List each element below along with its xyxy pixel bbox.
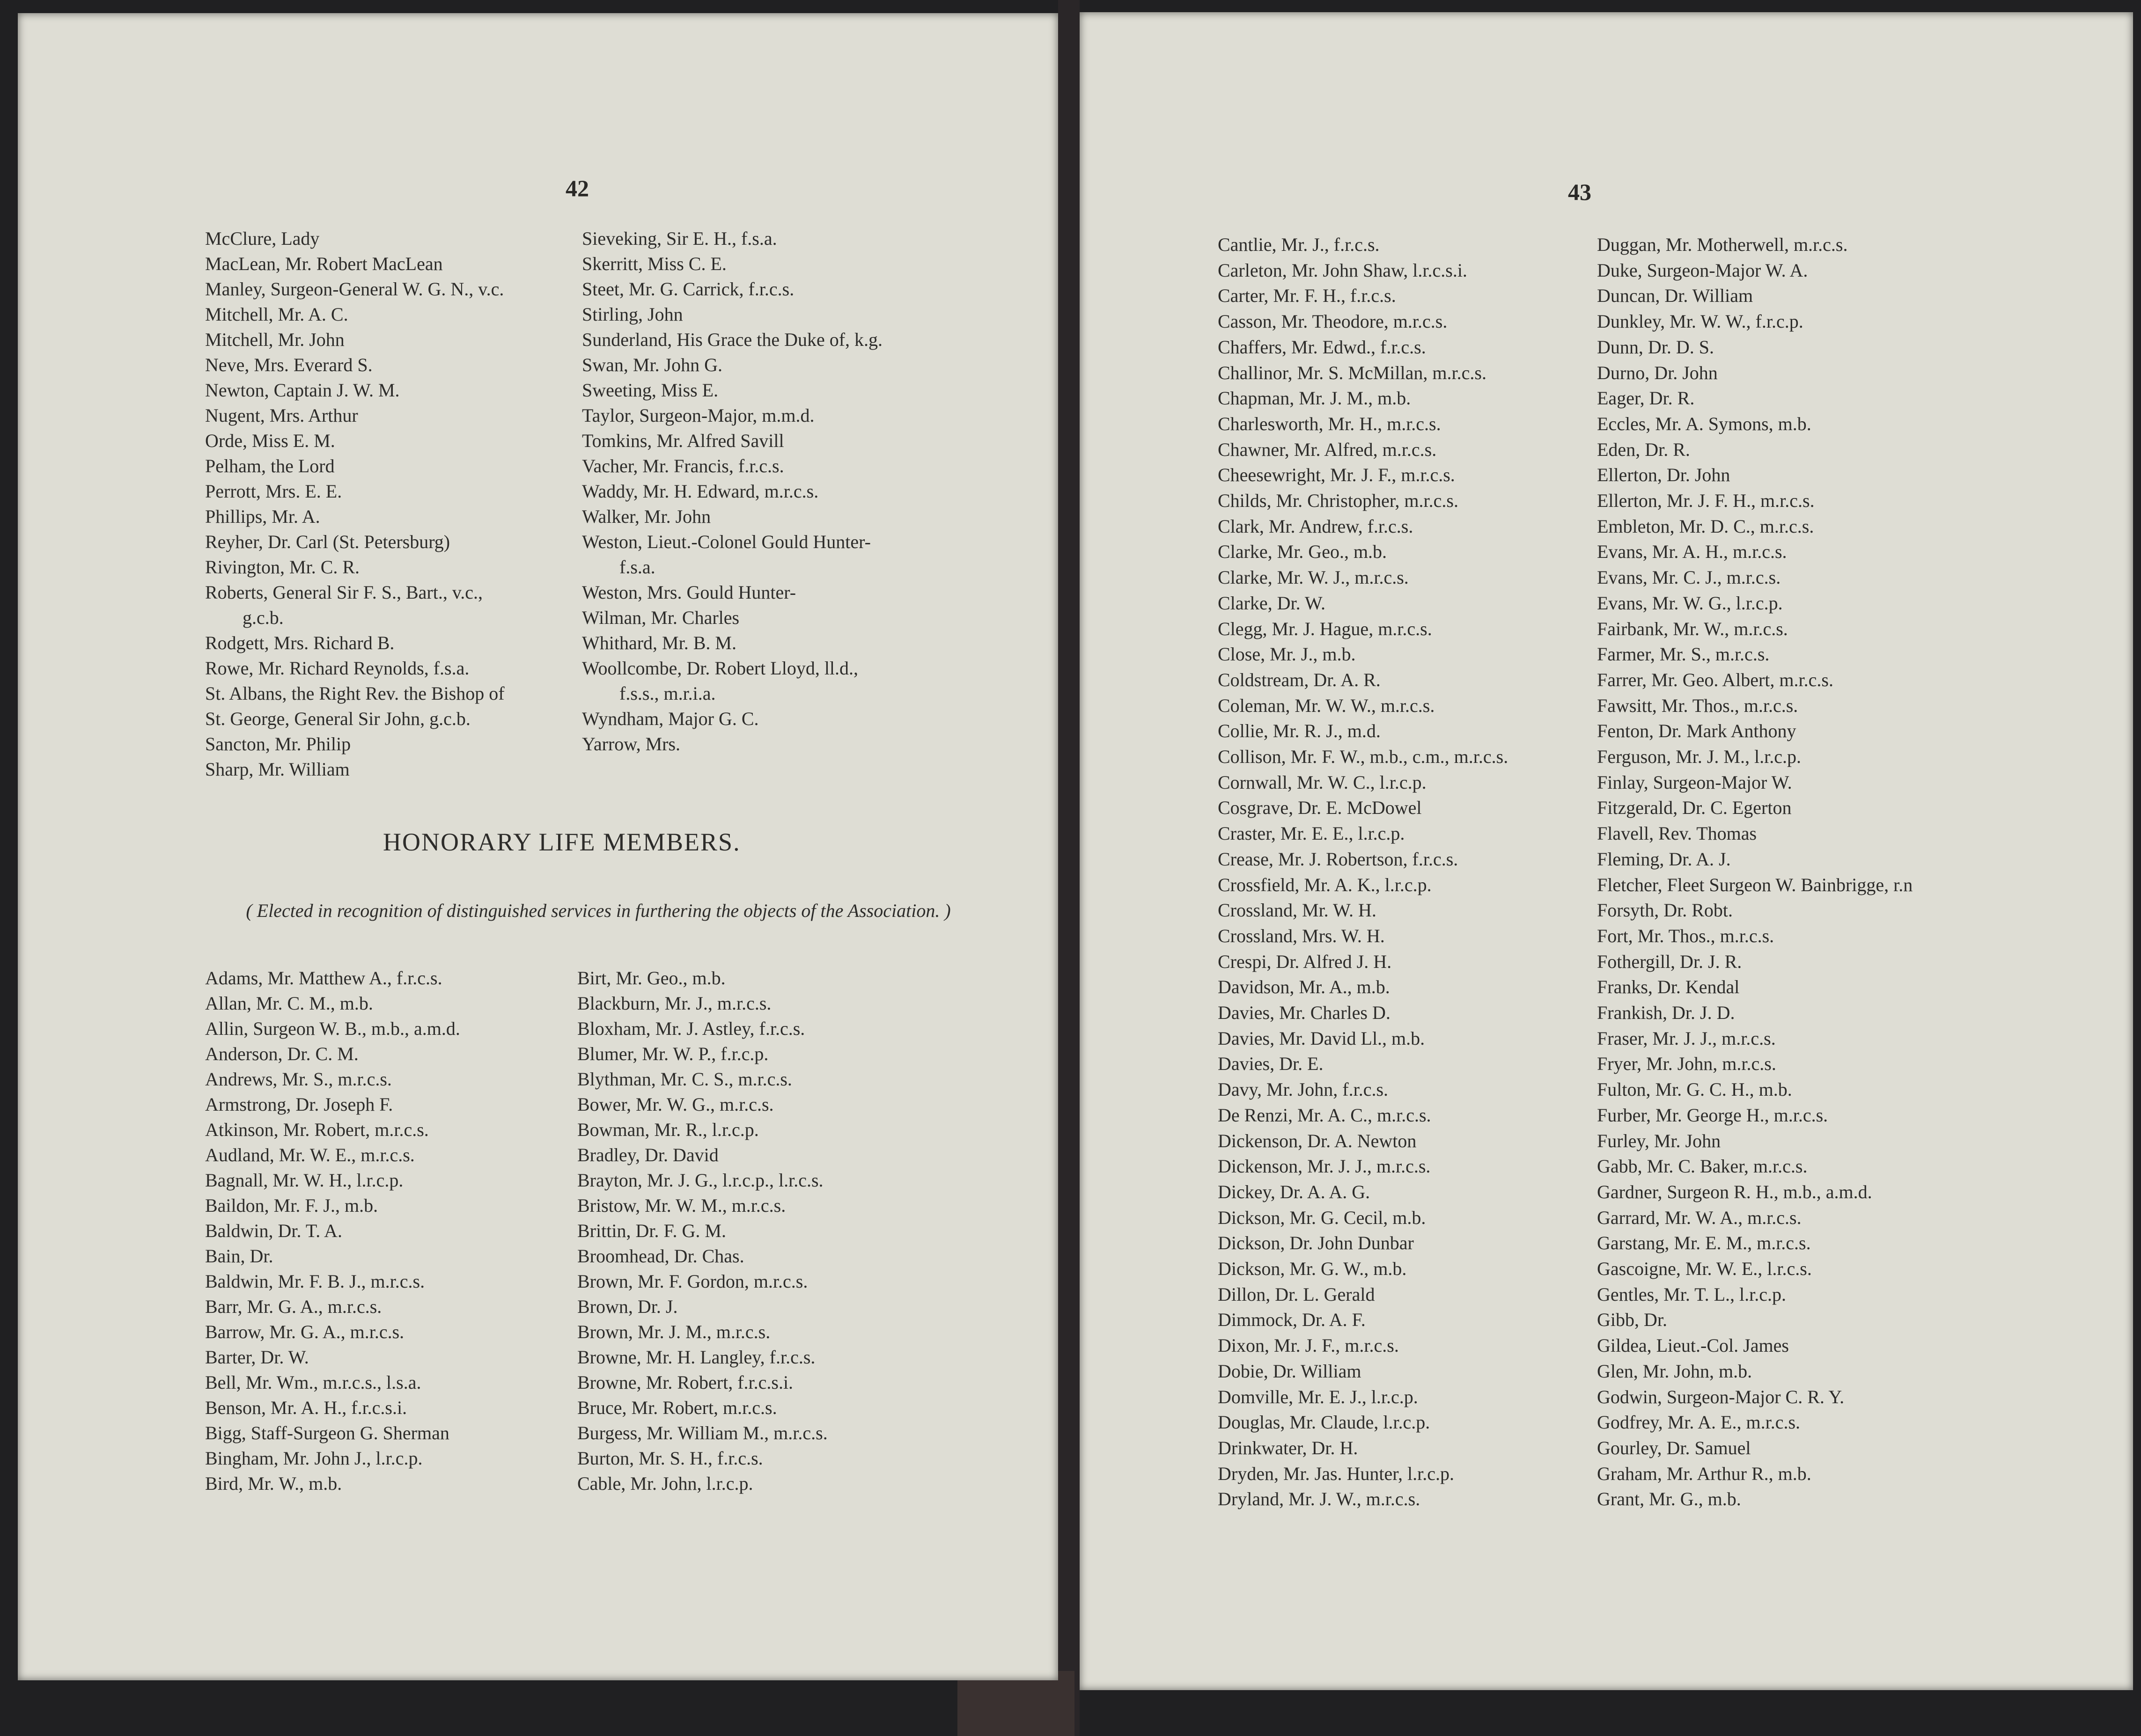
member-entry: Dunkley, Mr. W. W., f.r.c.p. bbox=[1597, 311, 1803, 332]
member-entry: Baildon, Mr. F. J., m.b. bbox=[205, 1195, 378, 1216]
member-entry: Dickson, Mr. G. Cecil, m.b. bbox=[1218, 1207, 1426, 1228]
member-entry: Waddy, Mr. H. Edward, m.r.c.s. bbox=[582, 481, 819, 502]
member-entry: Farrer, Mr. Geo. Albert, m.r.c.s. bbox=[1597, 669, 1833, 690]
member-entry: Manley, Surgeon-General W. G. N., v.c. bbox=[205, 278, 504, 300]
member-entry: Dixon, Mr. J. F., m.r.c.s. bbox=[1218, 1335, 1399, 1356]
member-entry: De Renzi, Mr. A. C., m.r.c.s. bbox=[1218, 1104, 1431, 1126]
member-entry: Cable, Mr. John, l.r.c.p. bbox=[577, 1473, 753, 1494]
member-entry: St. Albans, the Right Rev. the Bishop of bbox=[205, 683, 505, 704]
member-entry: Embleton, Mr. D. C., m.r.c.s. bbox=[1597, 515, 1814, 537]
member-entry: Barter, Dr. W. bbox=[205, 1347, 309, 1368]
member-entry: Drinkwater, Dr. H. bbox=[1218, 1437, 1358, 1458]
member-entry: Bowman, Mr. R., l.r.c.p. bbox=[577, 1119, 759, 1140]
member-entry: Frankish, Dr. J. D. bbox=[1597, 1002, 1735, 1023]
member-entry: Dimmock, Dr. A. F. bbox=[1218, 1309, 1366, 1331]
member-entry: Domville, Mr. E. J., l.r.c.p. bbox=[1218, 1386, 1418, 1407]
member-entry: Dickson, Dr. John Dunbar bbox=[1218, 1232, 1414, 1254]
member-entry: Sieveking, Sir E. H., f.s.a. bbox=[582, 228, 777, 249]
left-page bbox=[18, 13, 1058, 1680]
member-entry: Brown, Mr. F. Gordon, m.r.c.s. bbox=[577, 1271, 808, 1292]
member-entry: Taylor, Surgeon-Major, m.m.d. bbox=[582, 405, 815, 426]
member-entry: Chaffers, Mr. Edwd., f.r.c.s. bbox=[1218, 336, 1426, 358]
member-entry: Blythman, Mr. C. S., m.r.c.s. bbox=[577, 1069, 792, 1090]
member-entry: Phillips, Mr. A. bbox=[205, 506, 320, 527]
member-entry: Duke, Surgeon-Major W. A. bbox=[1597, 259, 1808, 281]
member-entry: Brown, Dr. J. bbox=[577, 1296, 678, 1317]
member-entry: Clarke, Dr. W. bbox=[1218, 592, 1325, 614]
member-entry: Broomhead, Dr. Chas. bbox=[577, 1245, 744, 1267]
member-entry: Browne, Mr. H. Langley, f.r.c.s. bbox=[577, 1347, 816, 1368]
member-entry: Wilman, Mr. Charles bbox=[582, 607, 740, 628]
member-entry: Baldwin, Mr. F. B. J., m.r.c.s. bbox=[205, 1271, 425, 1292]
member-entry: Close, Mr. J., m.b. bbox=[1218, 644, 1356, 665]
member-entry: Stirling, John bbox=[582, 304, 683, 325]
member-entry: Bingham, Mr. John J., l.r.c.p. bbox=[205, 1448, 423, 1469]
member-entry: Crossland, Mr. W. H. bbox=[1218, 900, 1376, 921]
member-entry: Woollcombe, Dr. Robert Lloyd, ll.d., bbox=[582, 658, 859, 679]
member-entry: Bain, Dr. bbox=[205, 1245, 273, 1267]
member-entry: Allan, Mr. C. M., m.b. bbox=[205, 993, 373, 1014]
member-entry: Walker, Mr. John bbox=[582, 506, 711, 527]
page-number: 42 bbox=[566, 175, 589, 201]
member-entry: Furber, Mr. George H., m.r.c.s. bbox=[1597, 1104, 1828, 1126]
member-entry: Wyndham, Major G. C. bbox=[582, 708, 759, 729]
member-entry: Steet, Mr. G. Carrick, f.r.c.s. bbox=[582, 278, 795, 300]
member-entry: Charlesworth, Mr. H., m.r.c.s. bbox=[1218, 413, 1441, 434]
member-entry: Gardner, Surgeon R. H., m.b., a.m.d. bbox=[1597, 1181, 1872, 1202]
member-entry: Fairbank, Mr. W., m.r.c.s. bbox=[1597, 618, 1788, 639]
member-entry: Birt, Mr. Geo., m.b. bbox=[577, 967, 726, 989]
member-entry: Baldwin, Dr. T. A. bbox=[205, 1220, 342, 1241]
member-entry: Weston, Mrs. Gould Hunter- bbox=[582, 582, 796, 603]
member-entry: Godwin, Surgeon-Major C. R. Y. bbox=[1597, 1386, 1845, 1407]
member-entry: Rowe, Mr. Richard Reynolds, f.s.a. bbox=[205, 658, 470, 679]
member-entry: Duggan, Mr. Motherwell, m.r.c.s. bbox=[1597, 234, 1848, 255]
member-entry: Garrard, Mr. W. A., m.r.c.s. bbox=[1597, 1207, 1802, 1228]
member-entry: Cheesewright, Mr. J. F., m.r.c.s. bbox=[1218, 464, 1455, 486]
member-entry: Chawner, Mr. Alfred, m.r.c.s. bbox=[1218, 439, 1437, 460]
member-entry: Cosgrave, Dr. E. McDowel bbox=[1218, 797, 1422, 819]
member-entry: Glen, Mr. John, m.b. bbox=[1597, 1360, 1752, 1382]
member-entry: Brayton, Mr. J. G., l.r.c.p., l.r.c.s. bbox=[577, 1170, 824, 1191]
member-entry: Duncan, Dr. William bbox=[1597, 285, 1753, 307]
member-entry: Finlay, Surgeon-Major W. bbox=[1597, 771, 1792, 793]
member-entry: Vacher, Mr. Francis, f.r.c.s. bbox=[582, 455, 784, 476]
member-entry: Davies, Mr. Charles D. bbox=[1218, 1002, 1391, 1023]
member-entry: Atkinson, Mr. Robert, m.r.c.s. bbox=[205, 1119, 429, 1140]
member-entry: Clegg, Mr. J. Hague, m.r.c.s. bbox=[1218, 618, 1432, 639]
member-entry: Fulton, Mr. G. C. H., m.b. bbox=[1597, 1079, 1792, 1100]
member-entry: Graham, Mr. Arthur R., m.b. bbox=[1597, 1463, 1811, 1484]
member-entry: Evans, Mr. A. H., m.r.c.s. bbox=[1597, 541, 1787, 563]
member-entry: Weston, Lieut.-Colonel Gould Hunter- bbox=[582, 531, 871, 552]
member-entry: Davies, Dr. E. bbox=[1218, 1053, 1324, 1075]
book-spine-edge bbox=[957, 1671, 1074, 1736]
book-gutter bbox=[1058, 0, 1080, 1736]
member-entry: Burton, Mr. S. H., f.r.c.s. bbox=[577, 1448, 763, 1469]
member-entry: f.s.s., m.r.i.a. bbox=[619, 683, 716, 704]
member-entry: Bradley, Dr. David bbox=[577, 1144, 719, 1165]
member-entry: Cornwall, Mr. W. C., l.r.c.p. bbox=[1218, 771, 1427, 793]
member-entry: Evans, Mr. W. G., l.r.c.p. bbox=[1597, 592, 1783, 614]
member-entry: Eager, Dr. R. bbox=[1597, 388, 1695, 409]
member-entry: Fort, Mr. Thos., m.r.c.s. bbox=[1597, 925, 1774, 946]
member-entry: Carleton, Mr. John Shaw, l.r.c.s.i. bbox=[1218, 259, 1467, 281]
member-entry: Dryland, Mr. J. W., m.r.c.s. bbox=[1218, 1488, 1420, 1510]
member-entry: Perrott, Mrs. E. E. bbox=[205, 481, 342, 502]
member-entry: Casson, Mr. Theodore, m.r.c.s. bbox=[1218, 311, 1448, 332]
member-entry: Bloxham, Mr. J. Astley, f.r.c.s. bbox=[577, 1018, 805, 1039]
member-entry: Bruce, Mr. Robert, m.r.c.s. bbox=[577, 1397, 777, 1418]
member-entry: Benson, Mr. A. H., f.r.c.s.i. bbox=[205, 1397, 407, 1418]
member-entry: Gentles, Mr. T. L., l.r.c.p. bbox=[1597, 1283, 1787, 1305]
member-entry: Orde, Miss E. M. bbox=[205, 430, 335, 451]
member-entry: Gibb, Dr. bbox=[1597, 1309, 1667, 1331]
member-entry: Collison, Mr. F. W., m.b., c.m., m.r.c.s. bbox=[1218, 746, 1508, 767]
member-entry: g.c.b. bbox=[243, 607, 284, 628]
member-entry: Clarke, Mr. W. J., m.r.c.s. bbox=[1218, 567, 1409, 588]
member-entry: Eccles, Mr. A. Symons, m.b. bbox=[1597, 413, 1811, 434]
member-entry: Furley, Mr. John bbox=[1597, 1130, 1721, 1151]
member-entry: Crossland, Mrs. W. H. bbox=[1218, 925, 1385, 946]
member-entry: Crease, Mr. J. Robertson, f.r.c.s. bbox=[1218, 848, 1458, 870]
member-entry: Newton, Captain J. W. M. bbox=[205, 380, 400, 401]
member-entry: Gascoigne, Mr. W. E., l.r.c.s. bbox=[1597, 1258, 1812, 1279]
member-entry: St. George, General Sir John, g.c.b. bbox=[205, 708, 471, 729]
member-entry: Ellerton, Mr. J. F. H., m.r.c.s. bbox=[1597, 490, 1815, 511]
member-entry: Swan, Mr. John G. bbox=[582, 354, 723, 375]
member-entry: Coleman, Mr. W. W., m.r.c.s. bbox=[1218, 695, 1435, 716]
member-entry: Ferguson, Mr. J. M., l.r.c.p. bbox=[1597, 746, 1801, 767]
member-entry: Bristow, Mr. W. M., m.r.c.s. bbox=[577, 1195, 786, 1216]
member-entry: Browne, Mr. Robert, f.r.c.s.i. bbox=[577, 1372, 794, 1393]
member-entry: Gourley, Dr. Samuel bbox=[1597, 1437, 1751, 1458]
right-page bbox=[1080, 12, 2133, 1690]
member-entry: Clark, Mr. Andrew, f.r.c.s. bbox=[1218, 515, 1413, 537]
member-entry: Davies, Mr. David Ll., m.b. bbox=[1218, 1027, 1425, 1049]
member-entry: Armstrong, Dr. Joseph F. bbox=[205, 1094, 393, 1115]
member-entry: Brown, Mr. J. M., m.r.c.s. bbox=[577, 1321, 771, 1342]
member-entry: Eden, Dr. R. bbox=[1597, 439, 1690, 460]
member-entry: Bird, Mr. W., m.b. bbox=[205, 1473, 342, 1494]
section-note: ( Elected in recognition of distinguished services in furthering the objects of the Association. ) bbox=[246, 900, 951, 921]
member-entry: Flavell, Rev. Thomas bbox=[1597, 823, 1757, 844]
member-entry: Rivington, Mr. C. R. bbox=[205, 557, 360, 578]
member-entry: Farmer, Mr. S., m.r.c.s. bbox=[1597, 644, 1770, 665]
member-entry: Bagnall, Mr. W. H., l.r.c.p. bbox=[205, 1170, 404, 1191]
member-entry: Barrow, Mr. G. A., m.r.c.s. bbox=[205, 1321, 405, 1342]
member-entry: f.s.a. bbox=[619, 557, 655, 578]
member-entry: Dickson, Mr. G. W., m.b. bbox=[1218, 1258, 1407, 1279]
member-entry: Childs, Mr. Christopher, m.r.c.s. bbox=[1218, 490, 1458, 511]
member-entry: Collie, Mr. R. J., m.d. bbox=[1218, 720, 1381, 742]
member-entry: Fothergill, Dr. J. R. bbox=[1597, 951, 1742, 972]
member-entry: Durno, Dr. John bbox=[1597, 362, 1718, 383]
member-entry: Davidson, Mr. A., m.b. bbox=[1218, 976, 1390, 998]
member-entry: Barr, Mr. G. A., m.r.c.s. bbox=[205, 1296, 382, 1317]
member-entry: Fleming, Dr. A. J. bbox=[1597, 848, 1731, 870]
member-entry: Rodgett, Mrs. Richard B. bbox=[205, 632, 395, 653]
member-entry: Dickey, Dr. A. A. G. bbox=[1218, 1181, 1370, 1202]
member-entry: Gabb, Mr. C. Baker, m.r.c.s. bbox=[1597, 1156, 1808, 1177]
member-entry: Allin, Surgeon W. B., m.b., a.m.d. bbox=[205, 1018, 460, 1039]
member-entry: Crossfield, Mr. A. K., l.r.c.p. bbox=[1218, 874, 1432, 895]
member-entry: Fenton, Dr. Mark Anthony bbox=[1597, 720, 1796, 742]
member-entry: Mitchell, Mr. John bbox=[205, 329, 345, 350]
member-entry: Fletcher, Fleet Surgeon W. Bainbrigge, r.n bbox=[1597, 874, 1913, 895]
member-entry: Sweeting, Miss E. bbox=[582, 380, 719, 401]
member-entry: Skerritt, Miss C. E. bbox=[582, 253, 727, 274]
member-entry: Audland, Mr. W. E., m.r.c.s. bbox=[205, 1144, 415, 1165]
member-entry: Davy, Mr. John, f.r.c.s. bbox=[1218, 1079, 1389, 1100]
member-entry: Yarrow, Mrs. bbox=[582, 733, 681, 754]
member-entry: Dickenson, Dr. A. Newton bbox=[1218, 1130, 1417, 1151]
member-entry: Neve, Mrs. Everard S. bbox=[205, 354, 373, 375]
member-entry: Reyher, Dr. Carl (St. Petersburg) bbox=[205, 531, 450, 552]
member-entry: Ellerton, Dr. John bbox=[1597, 464, 1730, 486]
member-entry: Nugent, Mrs. Arthur bbox=[205, 405, 358, 426]
member-entry: Fraser, Mr. J. J., m.r.c.s. bbox=[1597, 1027, 1776, 1049]
member-entry: Crespi, Dr. Alfred J. H. bbox=[1218, 951, 1392, 972]
member-entry: Blackburn, Mr. J., m.r.c.s. bbox=[577, 993, 772, 1014]
member-entry: Sunderland, His Grace the Duke of, k.g. bbox=[582, 329, 883, 350]
member-entry: Challinor, Mr. S. McMillan, m.r.c.s. bbox=[1218, 362, 1486, 383]
member-entry: Fryer, Mr. John, m.r.c.s. bbox=[1597, 1053, 1776, 1075]
member-entry: Dillon, Dr. L. Gerald bbox=[1218, 1283, 1375, 1305]
member-entry: Fawsitt, Mr. Thos., m.r.c.s. bbox=[1597, 695, 1798, 716]
member-entry: Brittin, Dr. F. G. M. bbox=[577, 1220, 726, 1241]
member-entry: Gildea, Lieut.-Col. James bbox=[1597, 1335, 1789, 1356]
member-entry: Adams, Mr. Matthew A., f.r.c.s. bbox=[205, 967, 442, 989]
member-entry: Clarke, Mr. Geo., m.b. bbox=[1218, 541, 1387, 563]
member-entry: Roberts, General Sir F. S., Bart., v.c., bbox=[205, 582, 483, 603]
member-entry: Coldstream, Dr. A. R. bbox=[1218, 669, 1381, 690]
member-entry: Bower, Mr. W. G., m.r.c.s. bbox=[577, 1094, 774, 1115]
member-entry: Sancton, Mr. Philip bbox=[205, 733, 351, 754]
member-entry: Forsyth, Dr. Robt. bbox=[1597, 900, 1733, 921]
member-entry: McClure, Lady bbox=[205, 228, 320, 249]
member-entry: Chapman, Mr. J. M., m.b. bbox=[1218, 388, 1411, 409]
page-number: 43 bbox=[1568, 179, 1591, 205]
member-entry: Dryden, Mr. Jas. Hunter, l.r.c.p. bbox=[1218, 1463, 1454, 1484]
member-entry: Whithard, Mr. B. M. bbox=[582, 632, 736, 653]
member-entry: Tomkins, Mr. Alfred Savill bbox=[582, 430, 784, 451]
member-entry: Anderson, Dr. C. M. bbox=[205, 1043, 359, 1064]
member-entry: Dobie, Dr. William bbox=[1218, 1360, 1361, 1382]
member-entry: Pelham, the Lord bbox=[205, 455, 335, 476]
member-entry: Franks, Dr. Kendal bbox=[1597, 976, 1740, 998]
member-entry: Mitchell, Mr. A. C. bbox=[205, 304, 348, 325]
member-entry: Cantlie, Mr. J., f.r.c.s. bbox=[1218, 234, 1380, 255]
member-entry: Carter, Mr. F. H., f.r.c.s. bbox=[1218, 285, 1396, 307]
member-entry: MacLean, Mr. Robert MacLean bbox=[205, 253, 443, 274]
member-entry: Bell, Mr. Wm., m.r.c.s., l.s.a. bbox=[205, 1372, 421, 1393]
member-entry: Blumer, Mr. W. P., f.r.c.p. bbox=[577, 1043, 769, 1064]
member-entry: Bigg, Staff-Surgeon G. Sherman bbox=[205, 1422, 449, 1443]
member-entry: Craster, Mr. E. E., l.r.c.p. bbox=[1218, 823, 1405, 844]
member-entry: Evans, Mr. C. J., m.r.c.s. bbox=[1597, 567, 1781, 588]
member-entry: Sharp, Mr. William bbox=[205, 759, 350, 780]
member-entry: Fitzgerald, Dr. C. Egerton bbox=[1597, 797, 1792, 819]
member-entry: Burgess, Mr. William M., m.r.c.s. bbox=[577, 1422, 828, 1443]
member-entry: Garstang, Mr. E. M., m.r.c.s. bbox=[1597, 1232, 1811, 1254]
section-title: HONORARY LIFE MEMBERS. bbox=[383, 828, 741, 856]
member-entry: Dunn, Dr. D. S. bbox=[1597, 336, 1714, 358]
member-entry: Godfrey, Mr. A. E., m.r.c.s. bbox=[1597, 1412, 1801, 1433]
member-entry: Dickenson, Mr. J. J., m.r.c.s. bbox=[1218, 1156, 1431, 1177]
member-entry: Grant, Mr. G., m.b. bbox=[1597, 1488, 1741, 1510]
member-entry: Andrews, Mr. S., m.r.c.s. bbox=[205, 1069, 392, 1090]
member-entry: Douglas, Mr. Claude, l.r.c.p. bbox=[1218, 1412, 1430, 1433]
